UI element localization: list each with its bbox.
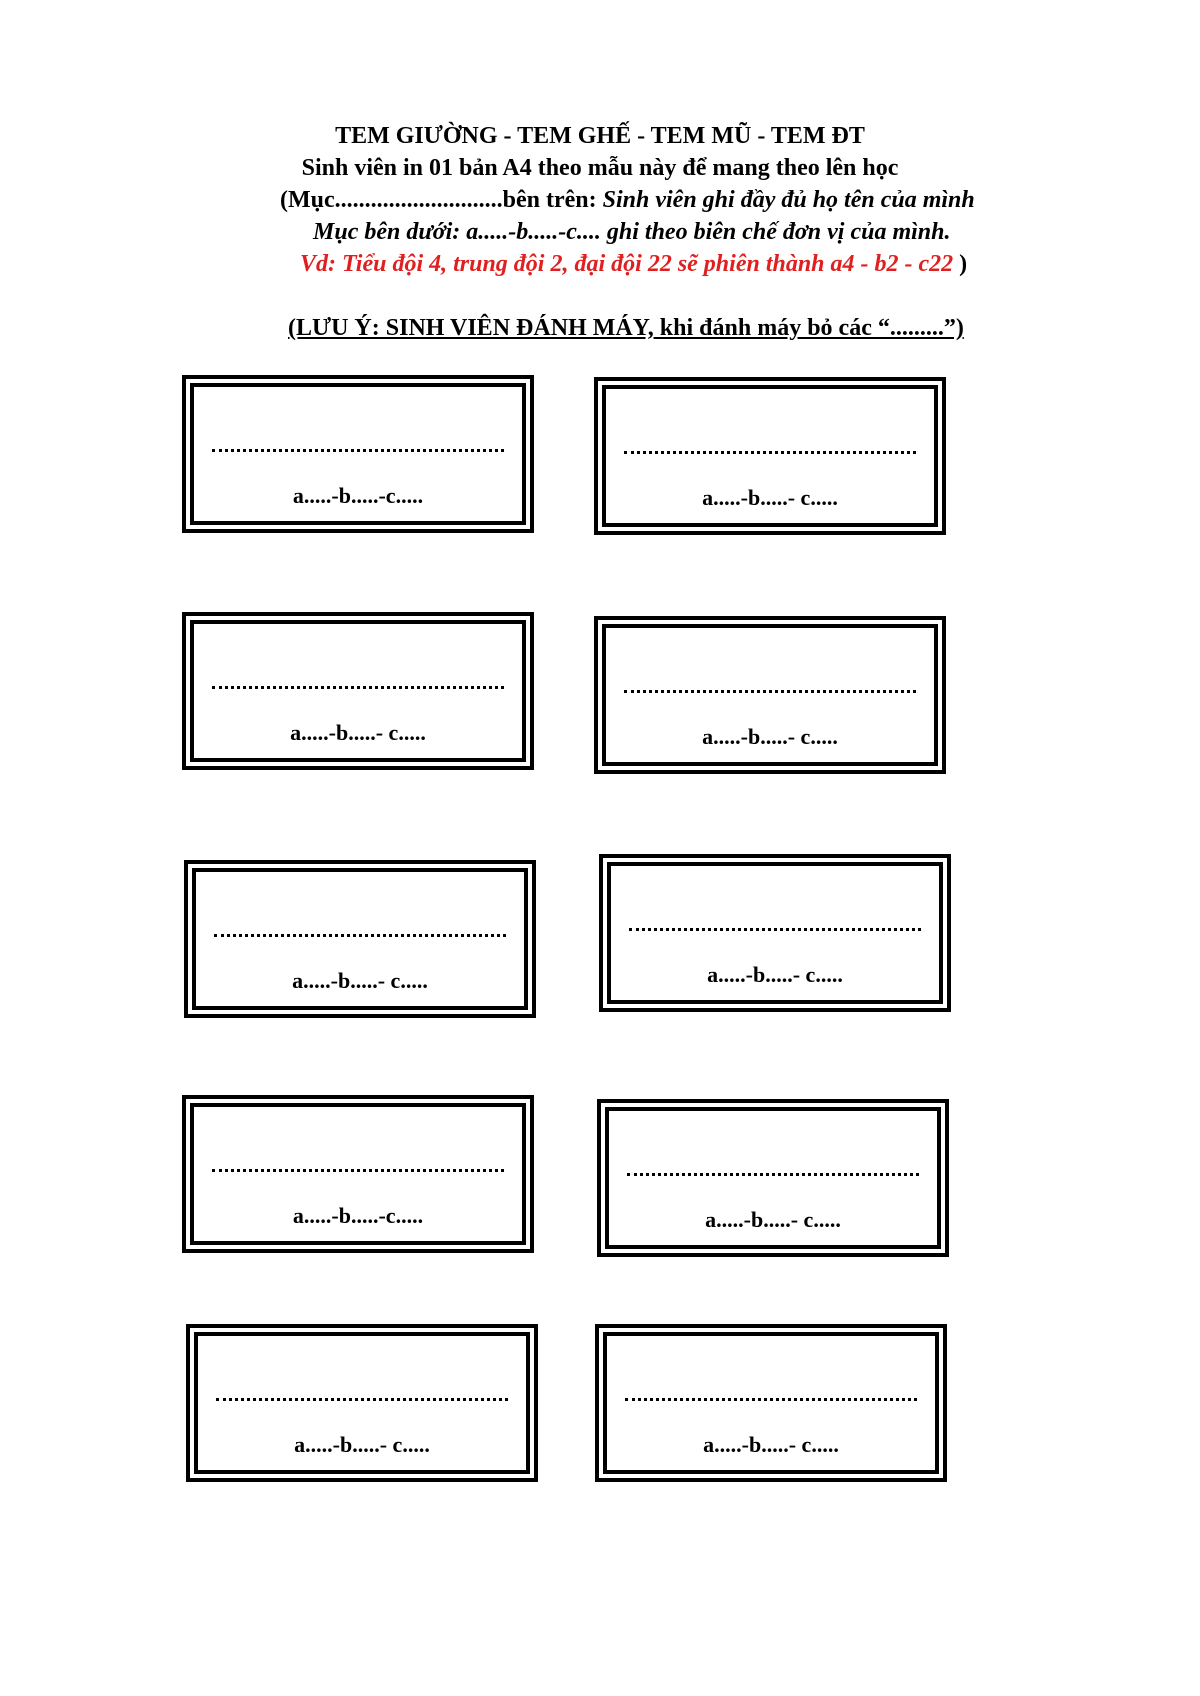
unit-line: a.....-b.....- c.....	[703, 1432, 839, 1457]
name-instruction-prefix: (Mục............................bên trên:	[280, 187, 603, 213]
name-dotted-line	[629, 928, 921, 931]
unit-line: a.....-b.....- c.....	[292, 968, 428, 993]
example-line	[300, 248, 967, 280]
name-dotted-line	[627, 1173, 919, 1176]
sticker-label	[602, 624, 938, 766]
sticker-label	[607, 862, 943, 1004]
page-title: TEM GIƯỜNG - TEM GHẾ - TEM MŨ - TEM ĐT	[335, 123, 865, 149]
unit-line: a.....-b.....-c.....	[292, 483, 424, 508]
sticker-label	[190, 1103, 526, 1245]
sticker-label	[192, 868, 528, 1010]
sticker-label	[194, 1332, 530, 1474]
unit-instruction: Mục bên dưới: a.....-b.....-c.... ghi theo biên chế đơn vị của mình.	[313, 219, 951, 245]
name-dotted-line	[212, 686, 504, 689]
name-dotted-line	[214, 934, 506, 937]
unit-line: a.....-b.....-c.....	[292, 1203, 424, 1228]
name-dotted-line	[625, 1398, 917, 1401]
unit-line: a.....-b.....- c.....	[702, 724, 838, 749]
name-instruction	[280, 184, 975, 216]
sticker-label	[603, 1332, 939, 1474]
name-dotted-line	[216, 1398, 508, 1401]
unit-line: a.....-b.....- c.....	[294, 1432, 430, 1457]
name-dotted-line	[624, 690, 916, 693]
name-dotted-line	[624, 451, 916, 454]
sticker-label	[190, 620, 526, 762]
name-dotted-line	[212, 449, 504, 452]
typing-note: (LƯU Ý: SINH VIÊN ĐÁNH MÁY, khi đánh máy bỏ các “.........”)	[288, 315, 964, 341]
unit-line: a.....-b.....- c.....	[290, 720, 426, 745]
sticker-label	[602, 385, 938, 527]
sticker-label	[190, 383, 526, 525]
name-dotted-line	[212, 1169, 504, 1172]
unit-line: a.....-b.....- c.....	[705, 1207, 841, 1232]
unit-line: a.....-b.....- c.....	[707, 962, 843, 987]
print-instruction: Sinh viên in 01 bản A4 theo mẫu này để mang theo lên học	[301, 155, 899, 181]
example-text: Vd: Tiểu đội 4, trung đội 2, đại đội 22 sẽ phiên thành a4 - b2 - c22	[300, 251, 954, 277]
sticker-label	[605, 1107, 941, 1249]
name-instruction-detail: Sinh viên ghi đầy đủ họ tên của mình	[602, 187, 975, 213]
example-close: )	[953, 251, 968, 277]
unit-line: a.....-b.....- c.....	[702, 485, 838, 510]
